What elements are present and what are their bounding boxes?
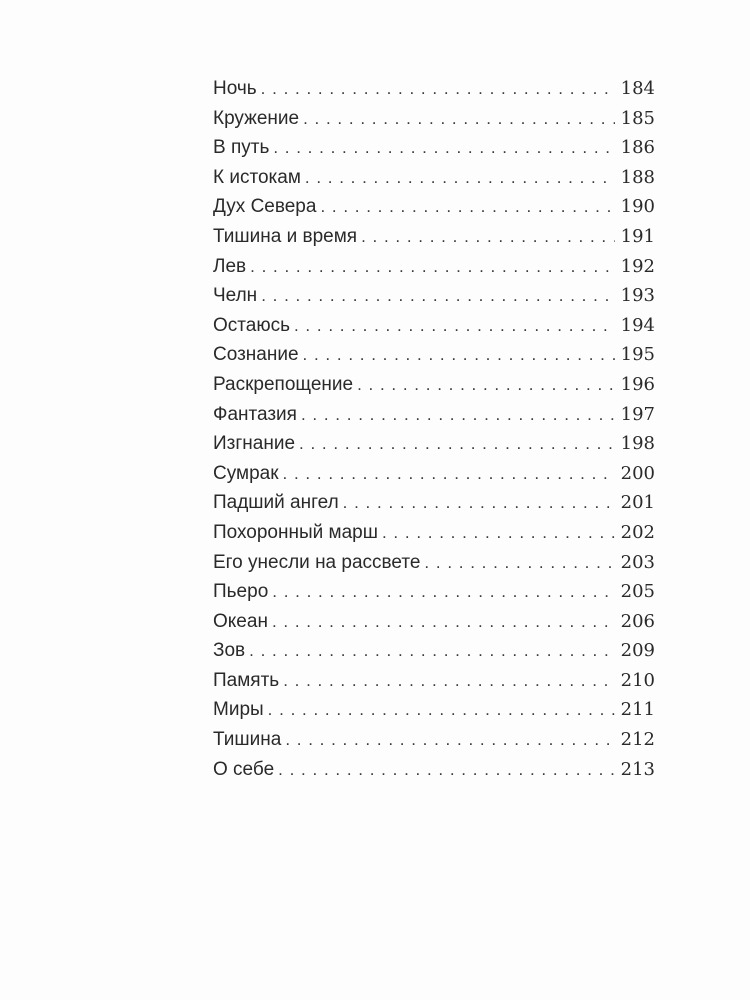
dot-leader (283, 465, 615, 482)
toc-entry-page: 186 (620, 137, 655, 159)
toc-entry-title: Раскрепощение (213, 373, 354, 395)
toc-entry-title: О себе (213, 758, 275, 780)
toc-entry-page: 203 (620, 551, 655, 573)
toc-entry-page: 200 (620, 462, 655, 484)
toc-entry (213, 729, 655, 759)
toc-entry (213, 196, 655, 226)
toc-entry (213, 611, 655, 641)
toc-entry-page: 211 (620, 699, 655, 721)
dot-leader (272, 613, 615, 630)
toc-entry-title: Лев (213, 255, 247, 277)
dot-leader (382, 524, 615, 541)
toc-entry-title: Дух Севера (213, 196, 317, 218)
toc-entry-title: Фантазия (213, 403, 297, 425)
toc-entry-title: Его унесли на рассвете (213, 551, 421, 573)
toc-entry-title: Похоронный марш (213, 521, 378, 543)
toc-entry (213, 226, 655, 256)
toc-entry-page: 185 (620, 107, 655, 129)
toc-entry (213, 344, 655, 374)
toc-entry-title: Тишина (213, 729, 282, 751)
toc-entry-page: 195 (620, 344, 655, 366)
dot-leader (294, 317, 615, 334)
dot-leader (343, 494, 615, 511)
toc-entry (213, 285, 655, 315)
toc-entry (213, 522, 655, 552)
toc-entry-title: Остаюсь (213, 314, 290, 336)
dot-leader (303, 110, 615, 127)
dot-leader (303, 346, 615, 363)
dot-leader (299, 435, 615, 452)
toc-entry (213, 78, 655, 108)
dot-leader (261, 287, 615, 304)
dot-leader (250, 258, 615, 275)
dot-leader (301, 406, 615, 423)
toc-entry (213, 463, 655, 493)
toc-entry-title: Память (213, 669, 280, 691)
toc-entry-title: Зов (213, 640, 246, 662)
toc-entry-title: Океан (213, 610, 268, 632)
dot-leader (424, 554, 615, 571)
toc-entry-page: 184 (620, 78, 655, 99)
table-of-contents (213, 78, 655, 788)
toc-entry (213, 404, 655, 434)
toc-entry-page: 202 (620, 521, 655, 543)
toc-entry-title: Тишина и время (213, 225, 358, 247)
toc-entry-title: К истокам (213, 166, 301, 188)
toc-entry-page: 193 (620, 285, 655, 307)
toc-entry-page: 205 (620, 581, 655, 603)
dot-leader (320, 198, 615, 215)
toc-entry (213, 759, 655, 789)
toc-entry-page: 210 (620, 669, 655, 691)
toc-entry-page: 209 (620, 640, 655, 662)
toc-entry-title: Сознание (213, 344, 299, 366)
toc-entry-title: Кружение (213, 107, 300, 129)
dot-leader (272, 583, 615, 600)
toc-entry (213, 640, 655, 670)
toc-entry-page: 212 (620, 729, 655, 751)
toc-entry (213, 699, 655, 729)
toc-entry (213, 256, 655, 286)
toc-entry (213, 581, 655, 611)
toc-entry-page: 197 (620, 403, 655, 425)
toc-entry-title: Сумрак (213, 462, 279, 484)
dot-leader (283, 672, 615, 689)
dot-leader (273, 139, 615, 156)
toc-entry (213, 374, 655, 404)
dot-leader (278, 761, 615, 778)
toc-entry-page: 201 (620, 492, 655, 514)
toc-entry-page: 192 (620, 255, 655, 277)
toc-entry (213, 670, 655, 700)
toc-entry-page: 196 (620, 373, 655, 395)
toc-entry (213, 167, 655, 197)
dot-leader (249, 642, 615, 659)
toc-entry-title: Пьеро (213, 581, 269, 603)
dot-leader (361, 228, 615, 245)
toc-entry-page: 198 (620, 433, 655, 455)
toc-entry (213, 315, 655, 345)
toc-entry-title: В путь (213, 137, 270, 159)
dot-leader (268, 701, 615, 718)
toc-entry-page: 194 (620, 314, 655, 336)
toc-entry (213, 492, 655, 522)
toc-entry-page: 213 (620, 758, 655, 780)
dot-leader (305, 169, 615, 186)
toc-entry (213, 552, 655, 582)
dot-leader (357, 376, 615, 393)
toc-entry-page: 206 (620, 610, 655, 632)
toc-entry-page: 191 (620, 225, 655, 247)
dot-leader (285, 731, 615, 748)
toc-entry-page: 188 (620, 166, 655, 188)
toc-entry-title: Ночь (213, 78, 257, 99)
toc-entry-title: Падший ангел (213, 492, 339, 514)
toc-entry-title: Миры (213, 699, 264, 721)
dot-leader (261, 80, 615, 97)
toc-entry-title: Изгнание (213, 433, 296, 455)
toc-entry (213, 137, 655, 167)
toc-entry (213, 108, 655, 138)
toc-entry (213, 433, 655, 463)
toc-entry-title: Челн (213, 285, 258, 307)
toc-entry-page: 190 (620, 196, 655, 218)
